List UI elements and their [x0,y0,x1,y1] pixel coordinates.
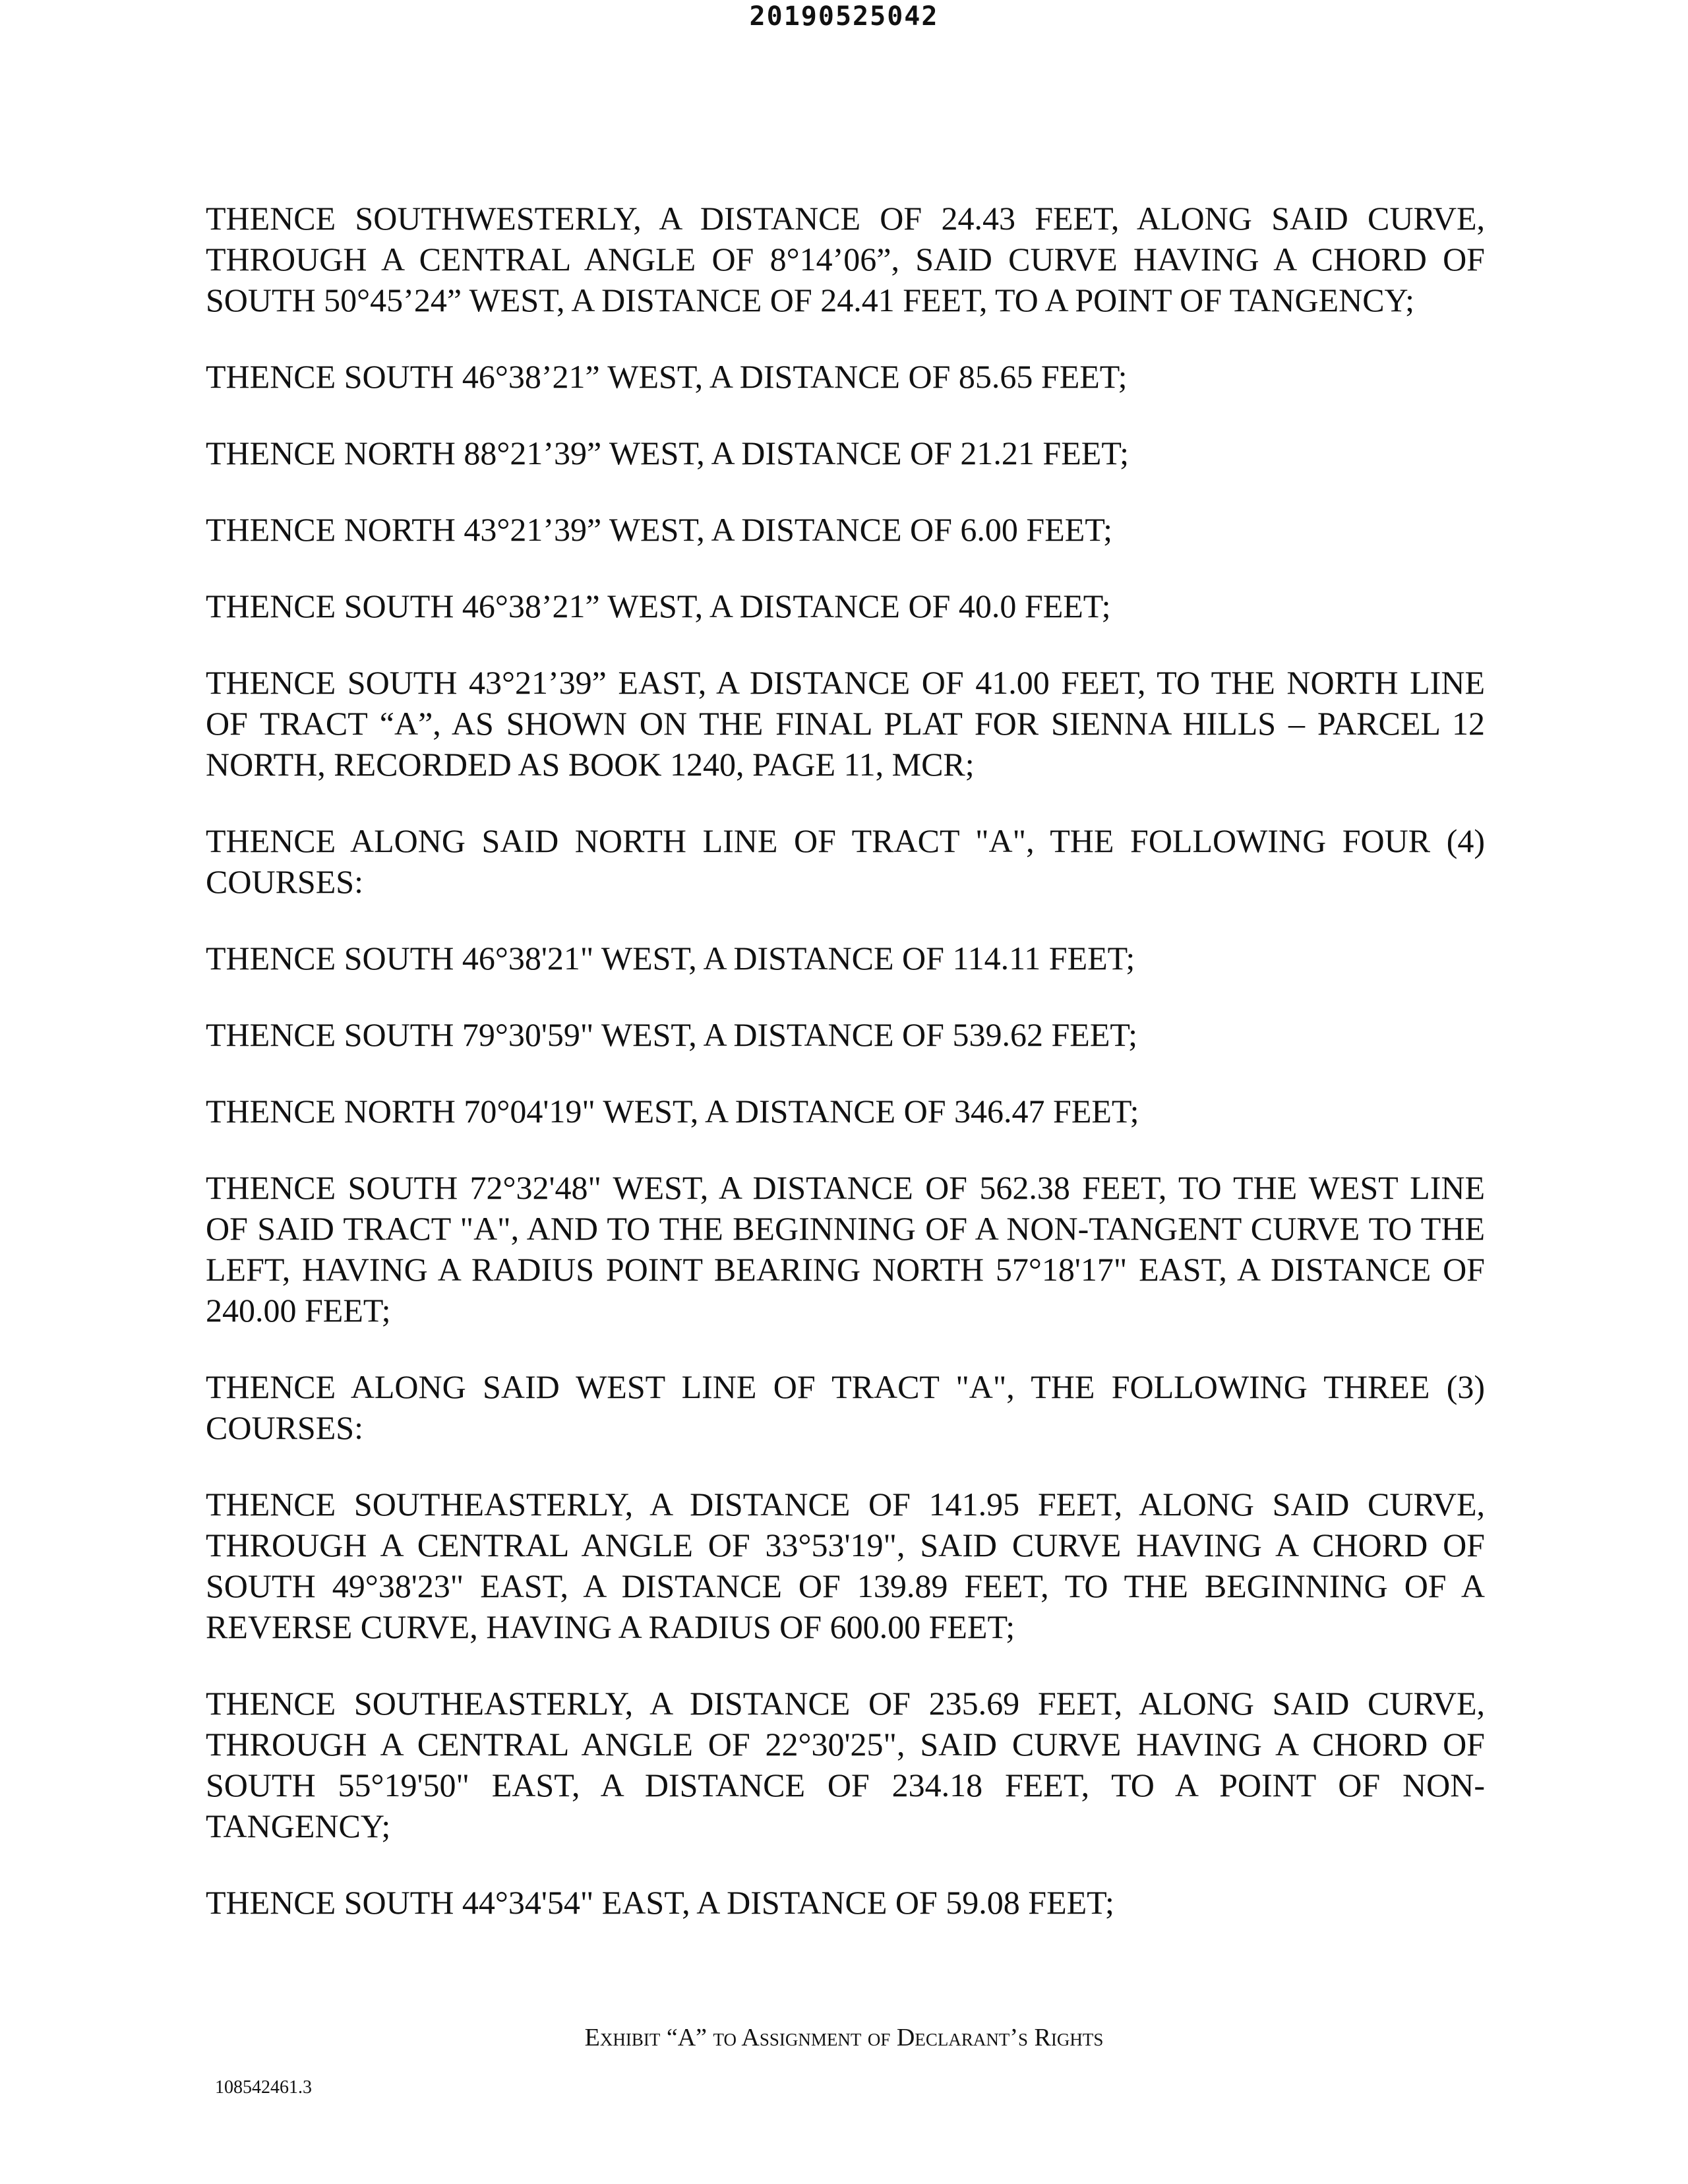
course-paragraph: THENCE SOUTHEASTERLY, A DISTANCE OF 141.95 FEET, ALONG SAID CURVE, THROUGH A CENTRAL ANGLE OF 33°53'19", SAID CURVE HAVING A CHORD OF SOUTH 49°38'23" EAST, A DISTANCE OF 139.89 FEET, TO THE BEGINNING OF A REVERSE CURVE, HAVING A RADIUS OF 600.00 FEET; [206,1486,1485,1645]
course-paragraph: THENCE SOUTH 46°38’21” WEST, A DISTANCE OF 85.65 FEET; [206,358,1128,395]
course-paragraph: THENCE SOUTHEASTERLY, A DISTANCE OF 235.69 FEET, ALONG SAID CURVE, THROUGH A CENTRAL ANGLE OF 22°30'25", SAID CURVE HAVING A CHORD OF SOUTH 55°19'50" EAST, A DISTANCE OF 234.18 FEET, TO A POINT OF NON-TANGENCY; [206,1685,1485,1844]
course-paragraph: THENCE ALONG SAID WEST LINE OF TRACT "A", THE FOLLOWING THREE (3) COURSES: [206,1368,1485,1446]
course-paragraph: THENCE NORTH 70°04'19" WEST, A DISTANCE OF 346.47 FEET; [206,1093,1139,1130]
course-paragraph: THENCE SOUTH 46°38'21" WEST, A DISTANCE OF 114.11 FEET; [206,940,1135,977]
course-paragraph: THENCE NORTH 88°21’39” WEST, A DISTANCE OF 21.21 FEET; [206,435,1129,471]
exhibit-title: Exhibit “A” to Assignment of Declarant’s Rights [584,2024,1104,2051]
course-paragraph: THENCE SOUTH 46°38’21” WEST, A DISTANCE OF 40.0 FEET; [206,588,1111,624]
course-paragraph: THENCE ALONG SAID NORTH LINE OF TRACT "A", THE FOLLOWING FOUR (4) COURSES: [206,822,1485,900]
course-paragraph: THENCE SOUTH 44°34'54" EAST, A DISTANCE OF 59.08 FEET; [206,1884,1114,1921]
course-paragraph: THENCE SOUTH 79°30'59" WEST, A DISTANCE OF 539.62 FEET; [206,1016,1138,1053]
course-paragraph: THENCE SOUTH 72°32'48" WEST, A DISTANCE OF 562.38 FEET, TO THE WEST LINE OF SAID TRACT "A", AND TO THE BEGINNING OF A NON-TANGENT CURVE TO THE LEFT, HAVING A RADIUS POINT BEARING NORTH 57°18'17" EAST, A DISTANCE OF 240.00 FEET; [206,1169,1485,1329]
course-paragraph: THENCE SOUTH 43°21’39” EAST, A DISTANCE OF 41.00 FEET, TO THE NORTH LINE OF TRACT “A”, AS SHOWN ON THE FINAL PLAT FOR SIENNA HILLS – PARCEL 12 NORTH, RECORDED AS BOOK 1240, PAGE 11, MCR; [206,664,1485,783]
document-id: 108542461.3 [215,2077,312,2098]
document-number: 20190525042 [749,1,939,32]
course-paragraph: THENCE SOUTHWESTERLY, A DISTANCE OF 24.43 FEET, ALONG SAID CURVE, THROUGH A CENTRAL ANGLE OF 8°14’06”, SAID CURVE HAVING A CHORD OF SOUTH 50°45’24” WEST, A DISTANCE OF 24.41 FEET, TO A POINT OF TANGENCY; [206,200,1485,318]
legal-description-body [206,198,1485,1958]
course-paragraph: THENCE NORTH 43°21’39” WEST, A DISTANCE OF 6.00 FEET; [206,511,1112,548]
